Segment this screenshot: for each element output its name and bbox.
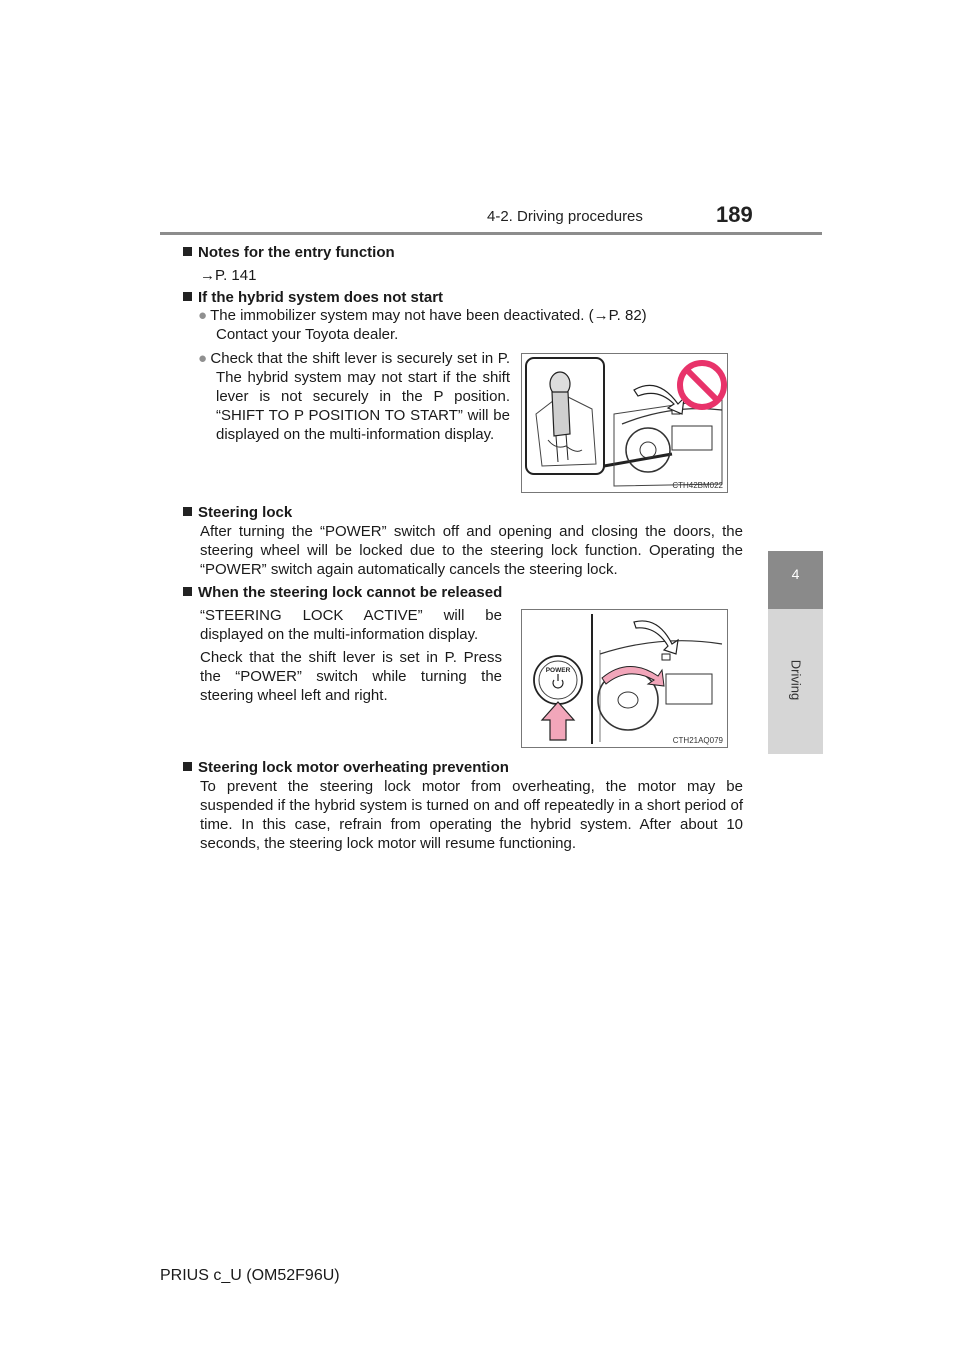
- figure-code: CTH42BM022: [672, 481, 723, 490]
- heading-cannot-release: When the steering lock cannot be released: [183, 583, 502, 602]
- square-bullet-icon: [183, 762, 192, 771]
- cannot-release-para-1: “STEERING LOCK ACTIVE” will be displayed on the multi-information display.: [200, 607, 502, 643]
- figure-code: CTH21AQ079: [672, 736, 723, 745]
- chapter-name: Driving: [788, 659, 804, 701]
- round-bullet-icon: ●: [198, 307, 208, 324]
- press-arrow-icon: [542, 702, 574, 740]
- running-header-section: 4-2. Driving procedures: [487, 208, 643, 225]
- no-start-bullet-1-cont: Contact your Toyota dealer.: [216, 326, 399, 343]
- heading-steering-lock: Steering lock: [183, 503, 292, 522]
- shift-lever-illustration: [522, 354, 727, 492]
- overheating-body: To prevent the steering lock motor from overheating, the motor may be suspended if the hybrid system is turned on and off repeatedly in a short period of time. In this case, refrain from operating the hybrid system. After about 10 seconds, the steering lock motor will resume functioning.: [200, 778, 743, 852]
- entry-function-ref: →P. 141: [200, 267, 257, 284]
- footer-model: PRIUS c_U (OM52F96U): [160, 1267, 340, 1284]
- square-bullet-icon: [183, 587, 192, 596]
- turn-arrow-icon: [602, 666, 664, 686]
- heading-overheating: Steering lock motor overheating prevention: [183, 758, 509, 777]
- figure-shift-lever: [521, 353, 728, 493]
- cannot-release-para-2: Check that the shift lever is set in P. Press the “POWER” switch while turning the steering wheel left and right.: [200, 649, 502, 704]
- steering-lock-body: After turning the “POWER” switch off and opening and closing the doors, the steering wheel will be locked due to the steering lock function. Operating the “POWER” switch again automatically cancels the steering lock.: [200, 523, 743, 578]
- header-rule: [160, 232, 822, 235]
- page-number: 189: [716, 202, 753, 227]
- figure-power-switch: [521, 609, 728, 748]
- round-bullet-icon: ●: [198, 350, 208, 367]
- power-switch-illustration: [522, 610, 727, 747]
- power-button-label: POWER: [545, 667, 571, 674]
- square-bullet-icon: [183, 292, 192, 301]
- square-bullet-icon: [183, 507, 192, 516]
- chapter-number: 4: [791, 566, 800, 582]
- square-bullet-icon: [183, 247, 192, 256]
- no-start-bullet-2: ● Check that the shift lever is securely set in P. The hybrid system may not start if the shift lever is not securely in the P position. “SHIFT TO P POSITION TO START” will be displayed on the multi-information display.: [198, 350, 511, 443]
- heading-no-start: If the hybrid system does not start: [183, 288, 443, 307]
- heading-entry-function: Notes for the entry function: [183, 243, 395, 262]
- no-start-bullet-1: ● The immobilizer system may not have been deactivated. (→P. 82): [198, 307, 647, 324]
